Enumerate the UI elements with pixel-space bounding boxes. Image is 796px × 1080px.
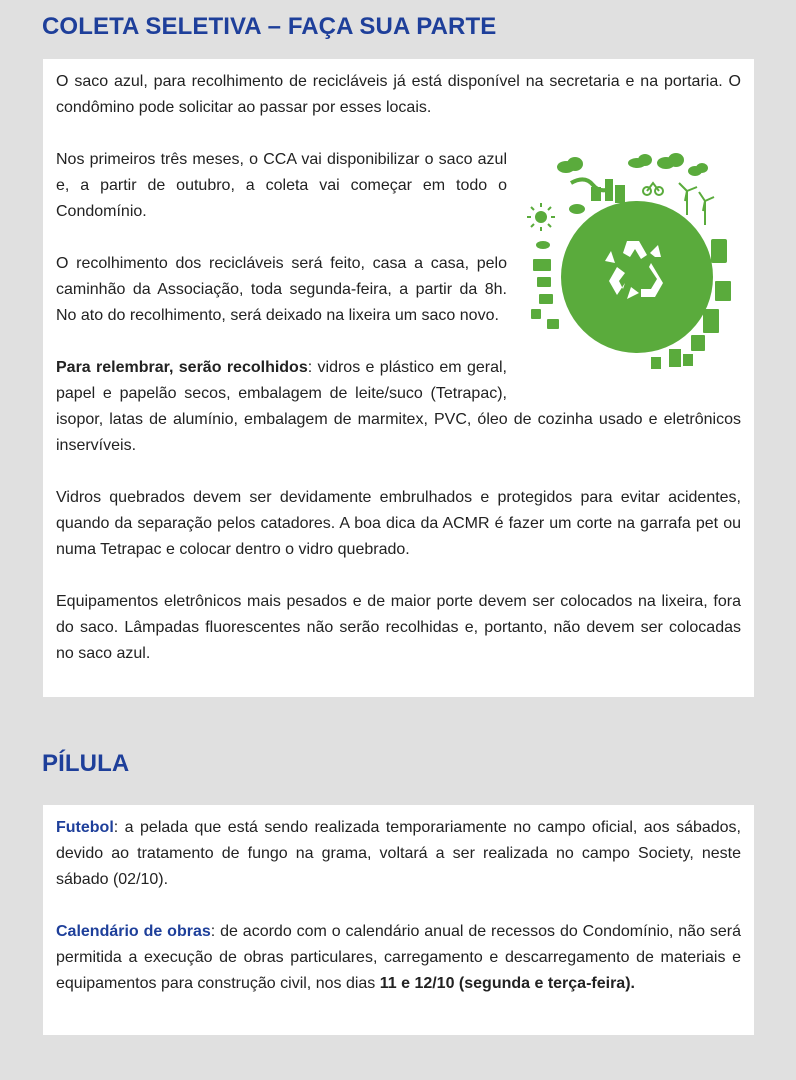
paragraph-futebol: [56, 815, 741, 893]
pilula-card: [43, 805, 754, 1035]
paragraph-recolhimento: O recolhimento dos recicláveis será feito, casa a casa, pelo caminhão da Associação, toda segunda-feira, a partir da 8h. No ato do recolhimento, será deixado na lixeira um saco novo.: [56, 255, 507, 324]
futebol-text: : a pelada que está sendo realizada temporariamente no campo oficial, aos sábados, devido ao tratamento de fungo na grama, voltará a ser realizada no campo Society, neste sábado (02/10).: [56, 819, 741, 888]
paragraph-eletronicos: Equipamentos eletrônicos mais pesados e de maior porte devem ser colocados na lixeira, fora do saco. Lâmpadas fluorescentes não serão recolhidas e, portanto, não devem ser colocadas no saco azul.: [56, 593, 741, 662]
relembrar-label: Para relembrar, serão recolhidos: [56, 359, 308, 376]
paragraph-saco-azul: O saco azul, para recolhimento de recicláveis já está disponível na secretaria e na portaria. O condômino pode solicitar ao passar por esses locais.: [56, 73, 741, 116]
calendario-dates: 11 e 12/10 (segunda e terça-feira).: [379, 975, 635, 992]
section-title-coleta: COLETA SELETIVA – FAÇA SUA PARTE: [42, 13, 497, 40]
futebol-label: Futebol: [56, 819, 114, 836]
coleta-card: [43, 59, 754, 697]
recycling-globe-icon: [519, 149, 754, 387]
section-title-pilula: PÍLULA: [42, 750, 130, 777]
paragraph-cca: Nos primeiros três meses, o CCA vai disponibilizar o saco azul e, a partir de outubro, a coleta vai começar em todo o Condomínio.: [56, 151, 507, 220]
paragraph-vidros: Vidros quebrados devem ser devidamente embrulhados e protegidos para evitar acidentes, quando da separação pelos catadores. A boa dica da ACMR é fazer um corte na garrafa pet ou numa Tetrapac e colocar dentro o vidro quebrado.: [56, 489, 741, 558]
calendario-label: Calendário de obras: [56, 923, 211, 940]
paragraph-calendario: [56, 919, 741, 997]
calendario-text: : de acordo com o calendário anual de recessos do Condomínio, não será permitida a execução de obras particulares, carregamento e descarregamento de materiais e equipamentos para construção civil, nos dias: [56, 923, 742, 992]
relembrar-text: : vidros e plástico em geral, papel e papelão secos, embalagem de leite/suco (Tetrapac), isopor, latas de alumínio, embalagem de marmitex, PVC, óleo de cozinha usado e eletrônicos inservíveis.: [56, 359, 741, 454]
